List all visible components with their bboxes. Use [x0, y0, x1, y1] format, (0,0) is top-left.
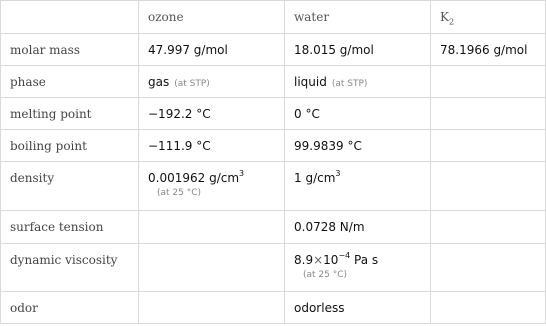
- cell-ozone-phase: [139, 66, 285, 98]
- times-sign: ×: [313, 253, 324, 267]
- cell-k2-boiling-point: [431, 130, 546, 162]
- column-header-k2: [431, 1, 546, 34]
- cell-k2-molar-mass: 78.1966 g/mol: [431, 34, 546, 66]
- water-viscosity-mantissa: 8.9: [294, 253, 314, 267]
- cell-ozone-density: [139, 162, 285, 211]
- row-odor: [1, 292, 546, 324]
- column-header-water: water: [285, 1, 431, 34]
- ozone-density-note: (at 25 °C): [157, 188, 202, 198]
- row-phase: [1, 66, 546, 98]
- row-boiling-point: [1, 130, 546, 162]
- cell-water-molar-mass: 18.015 g/mol: [285, 34, 431, 66]
- cell-water-dynamic-viscosity: [285, 244, 431, 292]
- water-density-exponent: 3: [335, 169, 341, 178]
- k2-symbol: K: [440, 10, 449, 24]
- cell-k2-odor: [431, 292, 546, 324]
- cell-k2-melting-point: [431, 98, 546, 130]
- ozone-density-exponent: 3: [239, 169, 245, 178]
- water-phase-value: liquid: [294, 74, 327, 89]
- row-label-odor: odor: [1, 292, 139, 324]
- cell-k2-dynamic-viscosity: [431, 244, 546, 292]
- row-label-molar-mass: molar mass: [1, 34, 139, 66]
- header-empty-cell: [1, 1, 139, 34]
- row-label-phase: phase: [1, 66, 139, 98]
- cell-ozone-molar-mass: 47.997 g/mol: [139, 34, 285, 66]
- water-viscosity-exponent: −4: [338, 251, 351, 260]
- k2-subscript: 2: [448, 17, 455, 27]
- row-density: [1, 162, 546, 211]
- water-viscosity-base: 10: [323, 253, 339, 267]
- cell-water-melting-point: 0 °C: [285, 98, 431, 130]
- cell-water-phase: [285, 66, 431, 98]
- row-label-surface-tension: surface tension: [1, 211, 139, 244]
- ozone-phase-note: (at STP): [174, 78, 210, 89]
- water-viscosity-note: (at 25 °C): [303, 270, 348, 280]
- cell-ozone-surface-tension: [139, 211, 285, 244]
- row-melting-point: [1, 98, 546, 130]
- cell-ozone-odor: [139, 292, 285, 324]
- cell-k2-phase: [431, 66, 546, 98]
- row-surface-tension: [1, 211, 546, 244]
- cell-k2-surface-tension: [431, 211, 546, 244]
- cell-ozone-dynamic-viscosity: [139, 244, 285, 292]
- row-label-melting-point: melting point: [1, 98, 139, 130]
- water-phase-note: (at STP): [331, 78, 368, 89]
- water-viscosity-unit: Pa s: [350, 253, 379, 267]
- row-label-dynamic-viscosity: dynamic viscosity: [1, 244, 139, 292]
- row-label-density: density: [1, 162, 139, 211]
- cell-ozone-boiling-point: −111.9 °C: [139, 130, 285, 162]
- row-dynamic-viscosity: [1, 244, 546, 292]
- cell-water-density: [285, 162, 431, 211]
- ozone-phase-value: gas: [148, 74, 170, 89]
- cell-k2-density: [431, 162, 546, 211]
- row-molar-mass: [1, 34, 546, 66]
- row-label-boiling-point: boiling point: [1, 130, 139, 162]
- cell-water-boiling-point: 99.9839 °C: [285, 130, 431, 162]
- cell-ozone-melting-point: −192.2 °C: [139, 98, 285, 130]
- water-density-value: 1 g/cm: [294, 171, 336, 185]
- cell-water-odor: odorless: [285, 292, 431, 324]
- header-row: [1, 1, 546, 34]
- cell-water-surface-tension: 0.0728 N/m: [285, 211, 431, 244]
- ozone-density-value: 0.001962 g/cm: [148, 171, 240, 185]
- column-header-ozone: ozone: [139, 1, 285, 34]
